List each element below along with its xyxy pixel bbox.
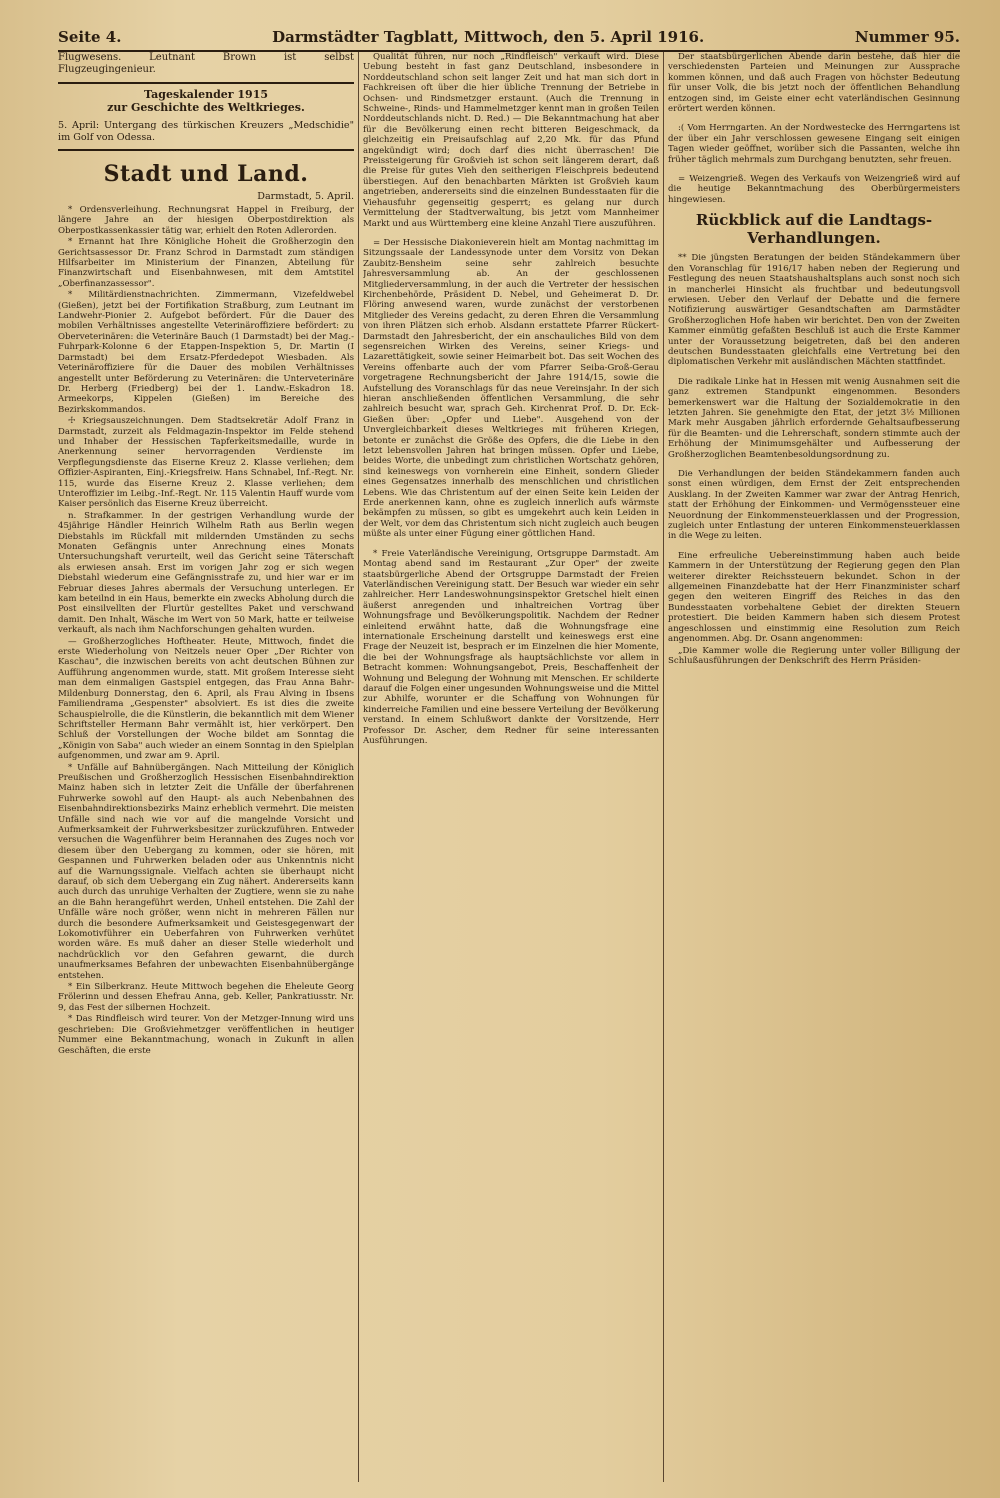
article-paragraph: n. Strafkammer. In der gestrigen Verhandlung wurde der 45jährige Händler Heinrich Wilhelm Rath aus Berlin wegen Diebstahls im Rückfall mit mildernden Umständen zu sechs Monaten Gefängnis unter Anrechnung eines Monats Untersuchungshaft verurteilt, weil das Gericht seine Täterschaft als erwiesen ansah. Erst im vorigen Jahr zog er sich wegen Diebstahl wiederum eine Gefängnisstrafe zu, und hier war er im Februar dieses Jahres abermals der Versuchung unterlegen. Er kam beteilnd in ein Haus, bemerkte ein zwecks Abholung durch die Post einsilvellten der Flurtür gestelltes Paket und verschwand damit. Den Inhalt, Wäsche im Wert von 50 Mark, hatte er teilweise verkauft, als nach ihm Nachforschungen gehalten wurden.	[58, 510, 354, 636]
article-paragraph: Eine erfreuliche Uebereinstimmung haben auch beide Kammern in der Unterstützung der Regierung gegen den Plan weiterer direkter Reichssteuern bekundet. Schon in der allgemeinen Finanzdebatte hat der Herr Finanzminister scharf gegen den weiteren Eingriff des Reiches in das den Bundesstaaten vorbehaltene Gebiet der direkten Steuern protestiert. Die beiden Kammern haben sich diesem Protest angeschlossen und einstimmig eine Resolution zum Reich angenommen. Abg. Dr. Osann angenommen:	[668, 550, 960, 645]
calendar-entry: 5. April: Untergang des türkischen Kreuzers „Medschidie" im Golf von Odessa.	[58, 120, 354, 143]
page-number: Seite 4.	[58, 28, 122, 46]
article-paragraph: * Das Rindfleisch wird teurer. Von der Metzger-Innung wird uns geschrieben: Die Großviehmetzger veröffentlichen in heutiger Nummer eine Bekanntmachung, wonach in Zukunft in allen Geschäften, die erste	[58, 1014, 354, 1056]
article-paragraph: * Ordensverleihung. Rechnungsrat Happel in Freiburg, der längere Jahre an der hiesigen Oberpostdirektion als Oberpostkassenkassier tätig war, erhielt den Roten Adlerorden.	[58, 205, 354, 236]
article-paragraph: = Weizengrieß. Wegen des Verkaufs von Weizengrieß wird auf die heutige Bekanntmachung des Oberbürgermeisters hingewiesen.	[668, 174, 960, 205]
dateline: Darmstadt, 5. April.	[257, 191, 354, 202]
column-1	[58, 52, 354, 1482]
column-rule	[358, 52, 359, 1482]
flugwesen-text: Flugwesens. Leutnant Brown ist selbst Flugzeugingenieur.	[58, 52, 354, 75]
article-paragraph: * Freie Vaterländische Vereinigung, Ortsgruppe Darmstadt. Am Montag abend sand im Restaurant „Zur Oper" der zweite staatsbürgerliche Abend der Ortsgruppe Darmstadt der Freien Vaterländischen Vereinigung statt. Der Besuch war wieder ein sehr zahlreicher. Herr Landeswohnungsinspektor Gretschel hielt einen äußerst anregenden und inhaltreichen Vortrag über Wohnungsfrage und Bevölkerungspolitik. Nachdem der Redner einleitend erwähnt hatte, daß die Wohnungsfrage eine internationale Erscheinung darstellt und keineswegs erst eine Frage der Neuzeit ist, besprach er im Einzelnen die hier Momente, die bei der Wohnungsfrage als hauptsächlichste vor allem in Betracht kommen: Wohnungsangebot, Preis, Beschaffenheit der Wohnung und Belegung der Wohnung mit Menschen. Er schilderte darauf die Folgen einer ungesunden Wohnungsweise und die Mittel zur Abhilfe, worunter er die Schaffung von Wohnungen für kinderreiche Familien und eine bessere Verteilung der Bevölkerung verstand. In einem Schlußwort dankte der Vorsitzende, Herr Professor Dr. Ascher, dem Redner für seine interessanten Ausführungen.	[363, 548, 659, 746]
article-paragraph: Der staatsbürgerlichen Abende darin bestehe, daß hier die verschiedensten Parteien und Meinungen zur Aussprache kommen können, und daß auch Fragen von höchster Bedeutung für unser Volk, die bis jetzt noch der öffentlichen Behandlung entzogen sind, im Geiste einer echt vaterländischen Gesinnung erörtert werden können.	[668, 52, 960, 115]
article-paragraph: ** Die jüngsten Beratungen der beiden Ständekammern über den Voranschlag für 1916/17 haben neben der Regierung und Festlegung des neuen Staatshaushaltsplans auch sonst noch sich in mancherlei Hinsicht als fruchtbar und bedeutungsvoll erwiesen. Ueber den Verlauf der Debatte und die fernere Notifizierung auswärtiger Gesandtschaften am Darmstädter Großherzoglichen Hofe haben wir berichtet. Den von der Zweiten Kammer einmütig gefaßten Beschluß ist auch die Erste Kammer unter der Voraussetzung beigetreten, daß bei den anderen deutschen Bundesstaaten gleichfalls eine Vertretung bei den diplomatischen Verkehr mit ausländischen Mächten stattfindet.	[668, 253, 960, 368]
column-rule	[663, 52, 664, 1482]
article-heading-line-2: Verhandlungen.	[747, 229, 881, 248]
article-heading	[668, 211, 960, 247]
article-heading-line-1: Rückblick auf die Landtags-	[695, 211, 933, 230]
column-3	[668, 52, 960, 1482]
article-paragraph: * Militärdienstnachrichten. Zimmermann, Vizefeldwebel (Gießen), jetzt bei der Fortifikation Straßburg, zum Leutnant im Landwehr-Pionier 2. Aufgebot befördert. Für die Dauer des mobilen Verhältnisses angestellte Veterinäroffiziere befördert: zu Oberveterinären: die Veterinäre Bauch (1 Darmstadt) bei der Mag.-Fuhrpark-Kolonne 6 der Etappen-Inspektion 5, Dr. Martin (I Darmstadt) bei dem Ersatz-Pferdedepot Wiesbaden. Als Veterinäroffiziere für die Dauer des mobilen Verhältnisses angestellt unter Beförderung zu Veterinären: die Unterveterinäre Dr. Herberg (Friedberg) bei der 1. Landw.-Eskadron 18. Armeekorps, Kippelen (Gießen) im Bereiche des Bezirkskommandos.	[58, 290, 354, 415]
masthead: Darmstädter Tagblatt, Mittwoch, den 5. April 1916.	[272, 28, 705, 46]
article-paragraph: — Großherzogliches Hoftheater. Heute, Mittwoch, findet die erste Wiederholung von Neitzels neuer Oper „Der Richter von Kaschau", die inzwischen bereits von acht deutschen Bühnen zur Aufführung angenommen wurde, statt. Mit großem Interesse sieht man dem einmaligen Gastspiel entgegen, das Frau Anna Bahr-Mildenburg Donnerstag, den 6. April, als Frau Alving in Ibsens Familiendrama „Gespenster" absolviert. Es ist dies die zweite Schauspielrolle, die die Künstlerin, die bekanntlich mit dem Wiener Schriftsteller Hermann Bahr vermählt ist, hier verkörpert. Den Schluß der Vorstellungen der Woche bildet am Sonntag die „Königin von Saba" auch wieder an einem Sonntag in den Spielplan aufgenommen, und zwar am 9. April.	[58, 636, 354, 762]
article-paragraph: * Unfälle auf Bahnübergängen. Nach Mitteilung der Königlich Preußischen und Großherzoglich Hessischen Eisenbahndirektion Mainz haben sich in letzter Zeit die Unfälle der überfahrenen Fuhrwerke sowohl auf den Haupt- als auch Nebenbahnen des Eisenbahndirektionsbezirks Mainz erheblich vermehrt. Die meisten Unfälle sind nach wie vor auf die mangelnde Vorsicht und Aufmerksamkeit der Fuhrwerksbesitzer zurückzuführen. Entweder versuchen die Wagenführer beim Herannahen des Zuges noch vor diesem über den Uebergang zu kommen, oder sie hören, mit Gespannen und Fuhrwerken beladen oder aus Unkenntnis nicht auf die Warnungssignale. Vielfach achten sie überhaupt nicht darauf, ob sich dem Uebergang ein Zug nähert. Andererseits kann auch durch das unruhige Verhalten der Zugtiere, wenn sie zu nahe an die Bahn herangeführt werden, Unheil entstehen. Die Zahl der Unfälle wäre noch größer, wenn nicht in mehreren Fällen nur durch die besondere Aufmerksamkeit und Geistesgegenwart der Lokomotivführer ein Ueberfahren von Fuhrwerken verhütet worden wäre. Es muß daher an dieser Stelle wiederholt und nachdrücklich vor den Gefahren gewarnt, die durch unaufmerksames Befahren der unbewachten Eisenbahnübergänge entstehen.	[58, 762, 354, 981]
article-paragraph: ☩ Kriegsauszeichnungen. Dem Stadtsekretär Adolf Franz in Darmstadt, zurzeit als Feldmagazin-Inspektor im Felde stehend und Inhaber der Hessischen Tapferkeitsmedaille, wurde in Anerkennung seiner hervorragenden Verdienste im Verpflegungsdienste das Eiserne Kreuz 2. Klasse verliehen; dem Offizier-Aspiranten, Einj.-Kriegsfreiw. Hans Schnabel, Inf.-Regt. Nr. 115, wurde das Eiserne Kreuz 2. Klasse verliehen; dem Unteroffizier im Leibg.-Inf.-Regt. Nr. 115 Valentin Hauff wurde vom Kaiser persönlich das Eiserne Kreuz überreicht.	[58, 416, 354, 510]
article-paragraph: Die Verhandlungen der beiden Ständekammern fanden auch sonst einen würdigen, dem Ernst der Zeit entsprechenden Ausklang. In der Zweiten Kammer war zwar der Antrag Henrich, statt der Erhöhung der Einkommen- und Vermögenssteuer eine Neuordnung der Einkommensteuerklassen und der Progression, zugleich unter Entlastung der unteren Einkommensteuerklassen in die Wege zu leiten.	[668, 469, 960, 542]
article-paragraph: Qualität führen, nur noch „Rindfleisch" verkauft wird. Diese Uebung besteht in fast ganz Deutschland, insbesondere in Norddeutschland schon seit langer Zeit und hat man sich dort in Fachkreisen oft über die hier übliche Trennung der Betriebe in Ochsen- und Rindsmetzger erstaunt. (Auch die Trennung in Schweine-, Rinds- und Hammelmetzger kennt man in großen Teilen Norddeutschlands nicht. D. Red.) — Die Bekanntmachung hat aber für die Bevölkerung einen recht bitteren Beigeschmack, da gleichzeitig ein Preisaufschlag auf 2,20 Mk. für das Pfund angekündigt wird; doch darf dies nicht überraschen! Die Preissteigerung für Großvieh ist schon seit längerem derart, daß die Preise für gutes Vieh den seitherigen Fleischpreis bedeutend überstiegen. Auf den benachbarten Märkten ist Großvieh kaum angetrieben, andererseits sind die einzelnen Bundesstaaten für die Viehausfuhr gegenseitig gesperrt; es gelang nur durch Vermittelung der Stadtverwaltung, bis jetzt vom Mannheimer Markt und aus Württemberg eine kleine Anzahl Tiere auszuführen.	[363, 52, 659, 229]
article-paragraph: :( Vom Herrngarten. An der Nordwestecke des Herrngartens ist der über ein Jahr verschlossen gewesene Eingang seit einigen Tagen wieder geöffnet, worüber sich die Passanten, welche ihn früher täglich mehrmals zum Durchgang benutzten, sehr freuen.	[668, 123, 960, 165]
page-header	[58, 28, 960, 52]
article-paragraph: = Der Hessische Diakonieverein hielt am Montag nachmittag im Sitzungssaale der Landessynode unter dem Vorsitz von Dekan Zaubitz-Bensheim seine sehr zahlreich besuchte Jahresversammlung ab. An der geschlossenen Mitgliederversammlung, in der auch die Vertreter der hessischen Kirchenbehörde, Präsident D. Nebel, und Geheimerat D. Dr. Flöring anwesend waren, wurde zunächst der verstorbenen Mitglieder des Vereins gedacht, zu deren Ehren die Versammlung von ihren Plätzen sich erhob. Alsdann erstattete Pfarrer Rückert-Darmstadt den Jahresbericht, der ein anschauliches Bild von dem segensreichen Wirken des Vereins, seiner Kriegs- und Lazarettätigkeit, sowie seiner Heimarbeit bot. Das seit Wochen des Vereins offenbarte auch der vom Pfarrer Seiba-Groß-Gerau vorgetragene Rechnungsbericht der Jahre 1914/15, sowie die Aufstellung des Voranschlags für das neue Vereinsjahr. In der sich hieran anschließenden öffentlichen Versammlung, die sehr zahlreich besucht war, sprach Geh. Kirchenrat Prof. D. Dr. Eck-Gießen über: „Opfer und Liebe". Ausgehend von der Unvergleichbarkeit dieses Weltkrieges mit früheren Kriegen, betonte er zunächst die Größe des Opfers, die die Liebe in den letzt lebensvollen Jahren hat bringen müssen. Opfer und Liebe, beides Worte, die unbedingt zum christlichen Wortschatz gehören, sind keineswegs von vornherein eine Einheit, sondern Glieder eines Gegensatzes innerhalb des menschlichen und christlichen Lebens. Wie das Christentum auf der einen Seite kein Leiden der Erde anerkennen kann, ohne es zugleich innerlich aufs wärmste bekämpfen zu müssen, so gibt es umgekehrt auch kein Leiden in der Welt, vor dem das Christentum sich nicht zugleich auch beugen müßte als unter einer Fügung einer göttlichen Hand.	[363, 237, 659, 540]
calendar-subtitle: zur Geschichte des Weltkrieges.	[107, 101, 305, 114]
section-heading: Stadt und Land.	[103, 161, 309, 187]
article-paragraph: „Die Kammer wolle die Regierung unter voller Billigung der Schlußausführungen der Denkschrift des Herrn Präsiden-	[668, 645, 960, 666]
calendar-title: Tageskalender 1915	[144, 88, 268, 101]
calendar-box	[58, 82, 354, 151]
issue-number: Nummer 95.	[854, 28, 960, 46]
article-paragraph: Die radikale Linke hat in Hessen mit wenig Ausnahmen seit die ganz extremen Standpunkt eingenommen. Besonders bemerkenswert war die Haltung der Sozialdemokratie in den letzten Jahren. Sie genehmigte den Etat, der jetzt 3½ Millionen Mark mehr Ausgaben jährlich erfordernde Gehaltsaufbesserung für die Beamten- und die Lehrerschaft, sondern stimmte auch der Erhöhung der Minimumsgehälter und Aufbesserung der Großherzoglichen Beamtenbesoldungsordnung zu.	[668, 376, 960, 460]
article-paragraph: * Ein Silberkranz. Heute Mittwoch begehen die Eheleute Georg Frölerinn und dessen Ehefrau Anna, geb. Keller, Pankratiusstr. Nr. 9, das Fest der silbernen Hochzeit.	[58, 982, 354, 1013]
column-2	[363, 52, 659, 1482]
article-paragraph: * Ernannt hat Ihre Königliche Hoheit die Großherzogin den Gerichtsassessor Dr. Franz Schrod in Darmstadt zum ständigen Hilfsarbeiter im Ministerium der Finanzen, Abteilung für Finanzwirtschaft und Eisenbahnwesen, mit dem Amtstitel „Oberfinanzassessor".	[58, 237, 354, 289]
